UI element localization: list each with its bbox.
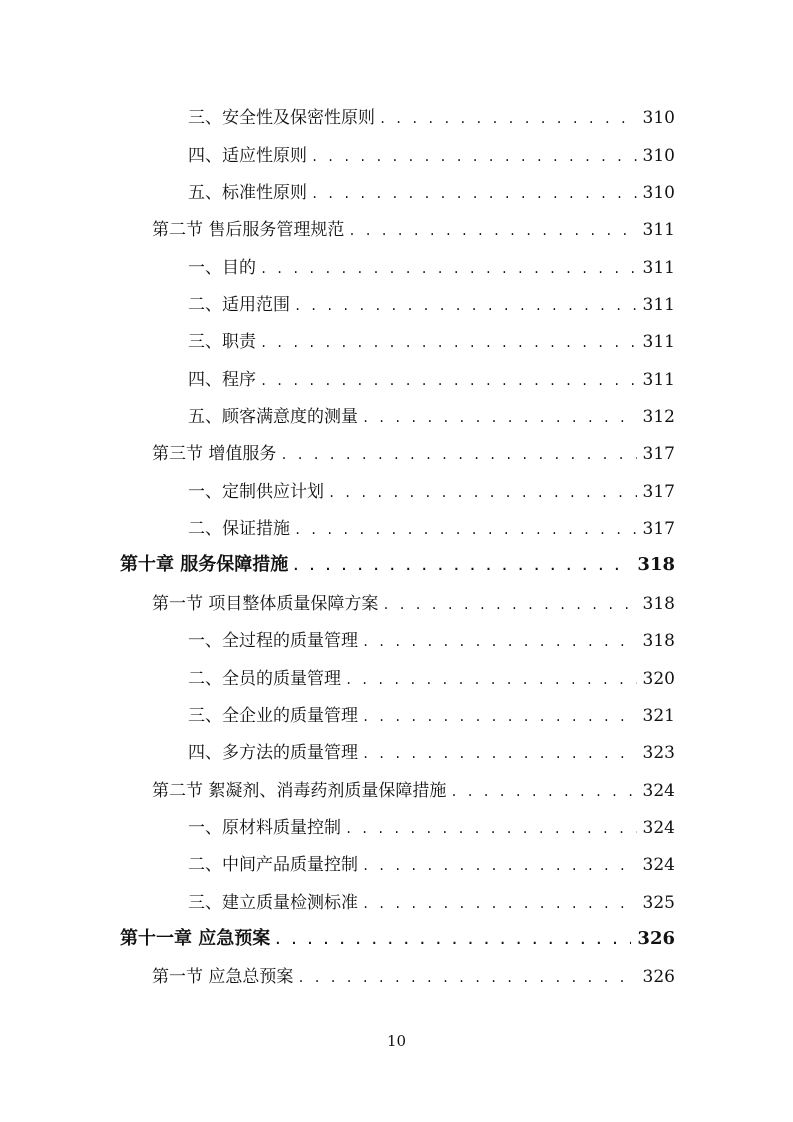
- toc-leader-dots: [294, 523, 637, 537]
- toc-entry-page: 320: [642, 668, 675, 689]
- toc-entry-label: 三、建立质量检测标准: [188, 892, 358, 913]
- toc-entry-page: 317: [642, 519, 675, 540]
- toc-entry-page: 311: [642, 257, 675, 278]
- toc-leader-dots: [260, 374, 637, 388]
- toc-subsection-entry[interactable]: [120, 847, 675, 884]
- toc-section-entry[interactable]: [120, 772, 675, 809]
- toc-leader-dots: [382, 598, 636, 612]
- toc-entry-label: 四、适应性原则: [188, 145, 307, 166]
- toc-entry-label: 四、程序: [188, 369, 256, 390]
- toc-subsection-entry[interactable]: [120, 735, 675, 772]
- toc-entry-page: 326: [637, 927, 675, 949]
- toc-entry-page: 311: [642, 332, 675, 353]
- toc-entry-page: 324: [642, 780, 675, 801]
- toc-entry-label: 一、目的: [188, 257, 256, 278]
- toc-subsection-entry[interactable]: [120, 287, 675, 324]
- toc-entry-label: 二、适用范围: [188, 295, 290, 316]
- toc-leader-dots: [450, 785, 636, 799]
- toc-chapter-entry[interactable]: [120, 922, 675, 959]
- toc-entry-label: 一、原材料质量控制: [188, 817, 341, 838]
- toc-leader-dots: [362, 710, 637, 724]
- toc-chapter-entry[interactable]: [120, 548, 675, 585]
- toc-section-entry[interactable]: [120, 436, 675, 473]
- toc-entry-label: 第十一章 应急预案: [120, 927, 271, 949]
- toc-entry-page: 324: [642, 817, 675, 838]
- toc-entry-label: 一、定制供应计划: [188, 481, 324, 502]
- toc-leader-dots: [280, 448, 636, 462]
- toc-section-entry[interactable]: [120, 212, 675, 249]
- toc-leader-dots: [260, 262, 637, 276]
- toc-subsection-entry[interactable]: [120, 399, 675, 436]
- toc-subsection-entry[interactable]: [120, 361, 675, 398]
- table-of-contents: [120, 100, 675, 996]
- toc-leader-dots: [311, 187, 637, 201]
- toc-entry-page: 310: [642, 183, 675, 204]
- toc-entry-page: 311: [642, 295, 675, 316]
- toc-entry-label: 第二节 絮凝剂、消毒药剂质量保障措施: [152, 780, 447, 801]
- toc-entry-label: 四、多方法的质量管理: [188, 743, 358, 764]
- toc-entry-label: 五、标准性原则: [188, 183, 307, 204]
- toc-leader-dots: [345, 822, 637, 836]
- toc-entry-label: 第一节 应急总预案: [152, 967, 294, 988]
- toc-entry-page: 323: [642, 743, 675, 764]
- toc-leader-dots: [297, 971, 636, 985]
- toc-entry-page: 318: [637, 554, 675, 576]
- toc-entry-label: 第三节 增值服务: [152, 444, 277, 465]
- toc-subsection-entry[interactable]: [120, 137, 675, 174]
- toc-leader-dots: [362, 747, 637, 761]
- toc-entry-page: 318: [642, 593, 675, 614]
- toc-entry-page: 321: [642, 705, 675, 726]
- toc-entry-page: 312: [642, 407, 675, 428]
- toc-section-entry[interactable]: [120, 959, 675, 996]
- toc-entry-label: 二、保证措施: [188, 519, 290, 540]
- toc-entry-page: 325: [642, 892, 675, 913]
- toc-entry-label: 二、全员的质量管理: [188, 668, 341, 689]
- toc-entry-page: 318: [642, 631, 675, 652]
- toc-leader-dots: [274, 933, 631, 947]
- toc-section-entry[interactable]: [120, 585, 675, 622]
- toc-entry-label: 三、安全性及保密性原则: [188, 108, 375, 129]
- toc-subsection-entry[interactable]: [120, 511, 675, 548]
- toc-subsection-entry[interactable]: [120, 249, 675, 286]
- toc-leader-dots: [292, 559, 631, 573]
- toc-subsection-entry[interactable]: [120, 175, 675, 212]
- toc-entry-label: 五、顾客满意度的测量: [188, 407, 358, 428]
- toc-leader-dots: [362, 411, 637, 425]
- toc-entry-page: 317: [642, 481, 675, 502]
- toc-subsection-entry[interactable]: [120, 660, 675, 697]
- toc-leader-dots: [328, 486, 637, 500]
- toc-entry-page: 310: [642, 145, 675, 166]
- toc-subsection-entry[interactable]: [120, 100, 675, 137]
- toc-entry-label: 第十章 服务保障措施: [120, 554, 289, 576]
- toc-entry-page: 310: [642, 108, 675, 129]
- toc-leader-dots: [348, 224, 636, 238]
- toc-entry-page: 326: [642, 967, 675, 988]
- toc-entry-page: 317: [642, 444, 675, 465]
- toc-leader-dots: [260, 336, 637, 350]
- toc-entry-label: 一、全过程的质量管理: [188, 631, 358, 652]
- toc-subsection-entry[interactable]: [120, 810, 675, 847]
- toc-leader-dots: [345, 673, 637, 687]
- toc-subsection-entry[interactable]: [120, 623, 675, 660]
- page-number: 10: [386, 1032, 407, 1050]
- toc-entry-label: 三、职责: [188, 332, 256, 353]
- toc-entry-page: 311: [642, 369, 675, 390]
- toc-leader-dots: [362, 897, 637, 911]
- toc-entry-page: 324: [642, 855, 675, 876]
- toc-leader-dots: [311, 150, 637, 164]
- toc-leader-dots: [362, 635, 637, 649]
- toc-leader-dots: [294, 299, 637, 313]
- toc-leader-dots: [379, 112, 637, 126]
- toc-entry-page: 311: [642, 220, 675, 241]
- toc-entry-label: 二、中间产品质量控制: [188, 855, 358, 876]
- toc-subsection-entry[interactable]: [120, 324, 675, 361]
- toc-subsection-entry[interactable]: [120, 698, 675, 735]
- toc-entry-label: 三、全企业的质量管理: [188, 705, 358, 726]
- toc-subsection-entry[interactable]: [120, 473, 675, 510]
- toc-leader-dots: [362, 859, 637, 873]
- toc-entry-label: 第一节 项目整体质量保障方案: [152, 593, 379, 614]
- toc-subsection-entry[interactable]: [120, 884, 675, 921]
- toc-entry-label: 第二节 售后服务管理规范: [152, 220, 345, 241]
